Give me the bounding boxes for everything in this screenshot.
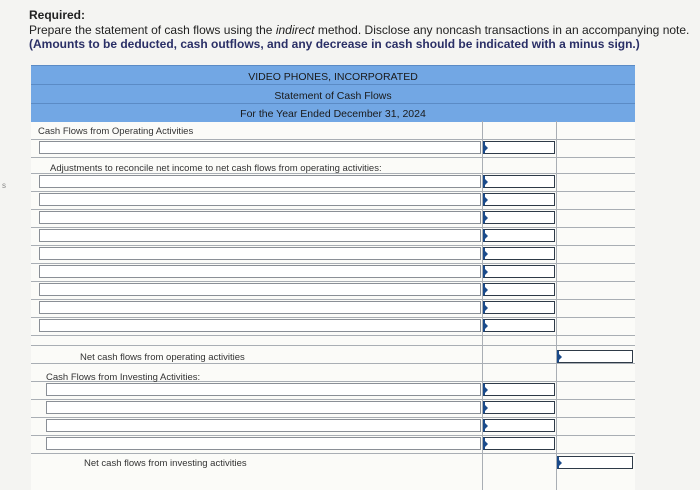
- net-operating-label: Net cash flows from operating activities: [80, 352, 245, 363]
- company-name: VIDEO PHONES, INCORPORATED: [248, 71, 418, 83]
- statement-period: For the Year Ended December 31, 2024: [240, 108, 426, 120]
- line-item-amount-input[interactable]: [483, 301, 555, 314]
- row-divider: [31, 417, 635, 418]
- line-item-amount-input[interactable]: [483, 401, 555, 414]
- line-item-description-input[interactable]: [46, 437, 481, 450]
- instructions-text-before: Prepare the statement of cash flows using the: [29, 22, 276, 37]
- instructions-note: (Amounts to be deducted, cash outflows, and any decrease in cash should be indicated with a minus sign.): [29, 37, 640, 51]
- statement-header: [31, 65, 635, 122]
- header-divider: [31, 84, 635, 85]
- row-divider: [31, 281, 635, 282]
- line-item-amount-input[interactable]: [483, 419, 555, 432]
- line-item-description-input[interactable]: [46, 401, 481, 414]
- line-item-amount-input[interactable]: [483, 283, 555, 296]
- header-divider: [31, 103, 635, 104]
- investing-activities-label: Cash Flows from Investing Activities:: [46, 372, 201, 383]
- line-item-description-input[interactable]: [46, 419, 481, 432]
- line-item-amount-input[interactable]: [483, 437, 555, 450]
- line-item-amount-input[interactable]: [483, 229, 555, 242]
- line-item-amount-input[interactable]: [483, 193, 555, 206]
- line-item-description-input[interactable]: [39, 141, 481, 154]
- instructions-text-italic: indirect: [275, 22, 315, 37]
- line-item-description-input[interactable]: [39, 265, 481, 278]
- required-heading: Required:: [29, 8, 86, 22]
- line-item-description-input[interactable]: [39, 319, 481, 332]
- row-divider: [31, 209, 635, 210]
- instructions-text: [29, 23, 697, 38]
- line-item-description-input[interactable]: [39, 193, 481, 206]
- operating-activities-label: Cash Flows from Operating Activities: [38, 126, 194, 137]
- line-item-description-input[interactable]: [39, 211, 481, 224]
- row-divider: [31, 335, 635, 336]
- statement-title: Statement of Cash Flows: [274, 90, 392, 102]
- net-operating-total-input[interactable]: [557, 350, 633, 363]
- margin-mark: s: [2, 181, 6, 190]
- line-item-description-input[interactable]: [39, 301, 481, 314]
- line-item-amount-input[interactable]: [483, 141, 555, 154]
- line-item-description-input[interactable]: [39, 247, 481, 260]
- line-item-description-input[interactable]: [46, 383, 481, 396]
- row-divider: [31, 363, 635, 364]
- row-divider: [31, 399, 635, 400]
- line-item-amount-input[interactable]: [483, 383, 555, 396]
- row-divider: [31, 191, 635, 192]
- row-divider: [31, 263, 635, 264]
- line-item-description-input[interactable]: [39, 229, 481, 242]
- line-item-amount-input[interactable]: [483, 211, 555, 224]
- row-divider: [31, 139, 635, 140]
- row-divider: [31, 227, 635, 228]
- cash-flow-worksheet: [31, 65, 635, 490]
- row-divider: [31, 157, 635, 158]
- row-divider: [31, 245, 635, 246]
- row-divider: [31, 299, 635, 300]
- row-divider: [31, 345, 635, 346]
- instructions-text-after: method. Disclose any noncash transactions in an accompanying note.: [314, 22, 690, 37]
- line-item-amount-input[interactable]: [483, 247, 555, 260]
- line-item-description-input[interactable]: [39, 175, 481, 188]
- adjustments-label: Adjustments to reconcile net income to net cash flows from operating activities:: [50, 163, 382, 174]
- line-item-amount-input[interactable]: [483, 265, 555, 278]
- line-item-description-input[interactable]: [39, 283, 481, 296]
- row-divider: [31, 317, 635, 318]
- instructions: [29, 8, 697, 52]
- row-divider: [31, 435, 635, 436]
- net-investing-label: Net cash flows from investing activities: [84, 458, 247, 469]
- line-item-amount-input[interactable]: [483, 319, 555, 332]
- line-item-amount-input[interactable]: [483, 175, 555, 188]
- net-investing-total-input[interactable]: [557, 456, 633, 469]
- row-divider: [31, 453, 635, 454]
